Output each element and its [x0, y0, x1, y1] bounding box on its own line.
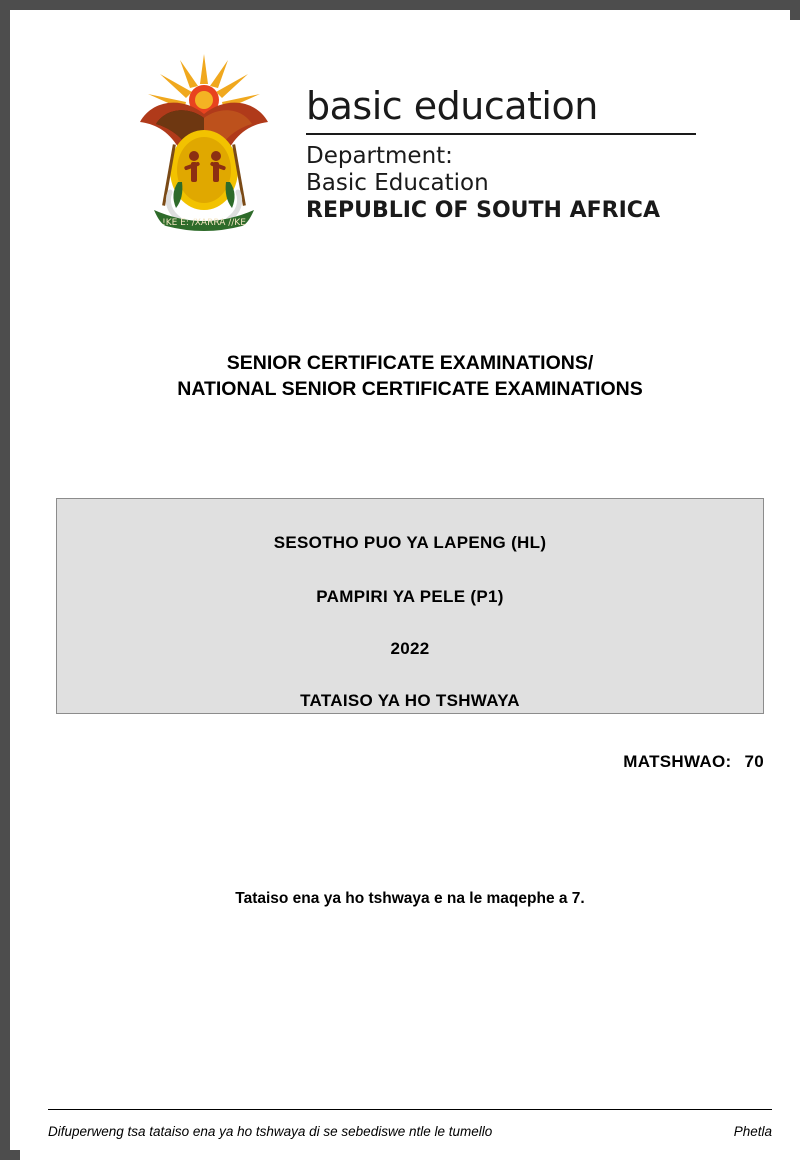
department-line-1: Department: [306, 143, 453, 169]
exam-heading-line-1: SENIOR CERTIFICATE EXAMINATIONS/ [226, 352, 594, 374]
subject-name: SESOTHO PUO YA LAPENG (HL) [273, 533, 547, 552]
department-line-3: REPUBLIC OF SOUTH AFRICA [306, 198, 660, 223]
exam-year: 2022 [390, 639, 430, 658]
footer-copyright-note: Difuperweng tsa tataiso ena ya ho tshwaya di se sebediswe ntle le tumello [48, 1123, 493, 1139]
marks-label: MATSHWAO: [623, 752, 732, 771]
south-africa-coat-of-arms-icon [124, 52, 284, 237]
svg-text:!KE E: /XARRA //KE: !KE E: /XARRA //KE [162, 218, 246, 228]
document-type: TATAISO YA HO TSHWAYA [300, 691, 520, 710]
paper-number: PAMPIRI YA PELE (P1) [316, 587, 504, 606]
exam-heading-line-2: NATIONAL SENIOR CERTIFICATE EXAMINATIONS [177, 378, 643, 400]
department-wordmark [306, 52, 696, 224]
department-line-2: Basic Education [306, 170, 489, 196]
department-header [20, 52, 800, 237]
marks-value: 70 [744, 752, 764, 771]
page-footer [48, 1109, 772, 1146]
footer-turn-over: Phetla [733, 1123, 772, 1139]
exam-heading [20, 350, 800, 402]
page-count-note: Tataiso ena ya ho tshwaya e na le maqephe a 7. [235, 890, 585, 907]
subject-info-box [56, 498, 764, 714]
brand-title: basic education [306, 84, 598, 128]
brand-rule [306, 133, 696, 135]
exam-cover-page [20, 20, 800, 1160]
marks-line [623, 752, 764, 772]
